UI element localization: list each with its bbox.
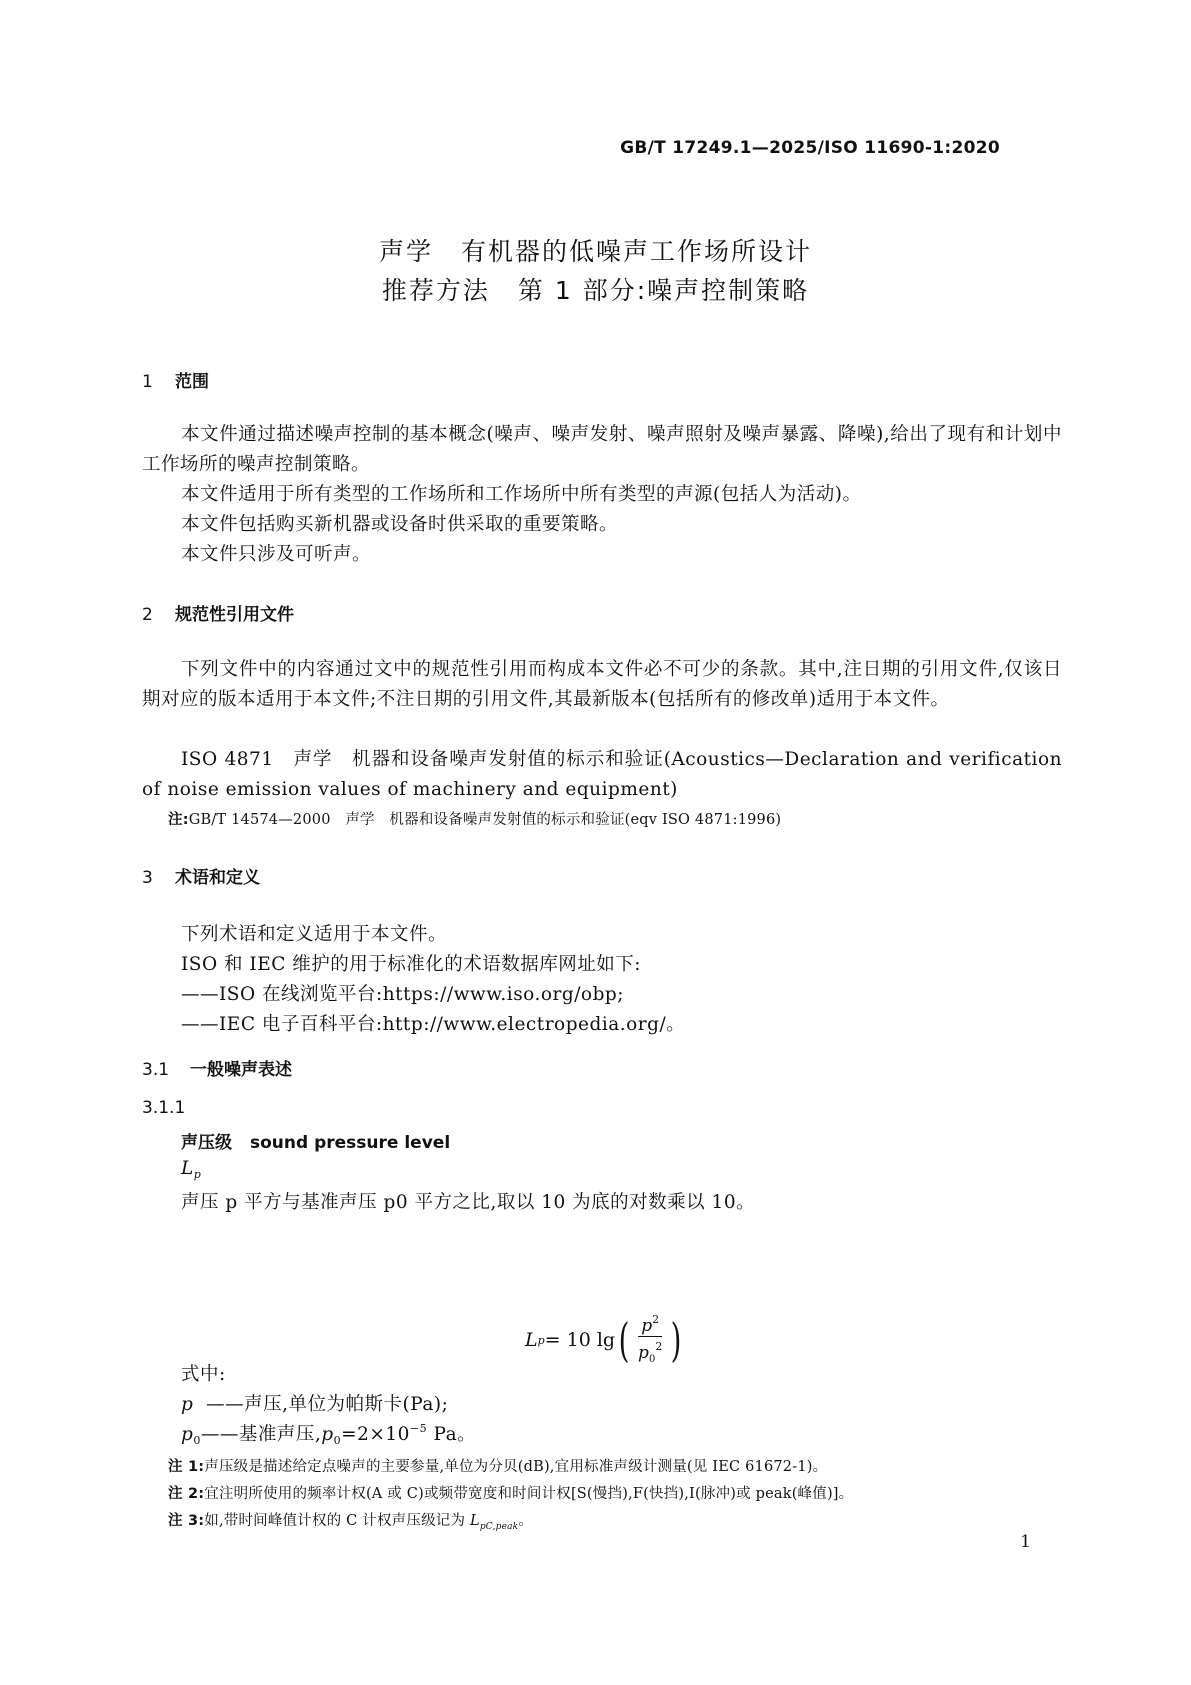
term-name: 声压级 sound pressure level [181,1133,451,1153]
term-symbol: $L_p$ [181,1158,202,1181]
standard-code: GB/T 17249.1—2025/ISO 11690-1:2020 [620,138,1000,158]
section-3-iso-link: ——ISO 在线浏览平台:https://www.iso.org/obp; [181,984,624,1005]
section-3-line-2: ISO 和 IEC 维护的用于标准化的术语数据库网址如下: [181,954,641,975]
section-3-1-heading: 3.1 一般噪声表述 [142,1060,292,1080]
page-number: 1 [1020,1532,1031,1552]
term-number: 3.1.1 [142,1098,186,1118]
note-1: 注 1:声压级是描述给定点噪声的主要参量,单位为分贝(dB),宜用标准声级计测量(见 IEC 61672-1)。 [168,1459,828,1475]
variable-p: p ——声压,单位为帕斯卡(Pa); [181,1394,449,1415]
document-title-line-1: 声学 有机器的低噪声工作场所设计 [378,237,813,266]
section-2-reference: ISO 4871 声学 机器和设备噪声发射值的标示和验证(Acoustics—Declaration and verification of noise emission values of machinery and equipment) [142,749,1062,800]
document-title-line-2: 推荐方法 第 1 部分:噪声控制策略 [381,276,810,305]
section-3-line-1: 下列术语和定义适用于本文件。 [181,924,448,945]
variable-p0: $p_0——$基准声压$,p_0=2\times 10^{-5}$ Pa。 [181,1422,477,1447]
note-2: 注 2:宜注明所使用的频率计权(A 或 C)或频带宽度和时间计权[S(慢挡),F(快挡),I(脉冲)或 peak(峰值)]。 [168,1486,854,1502]
note-3: 注 3:如,带时间峰值计权的 C 计权声压级记为 $L_{pC,peak}$。 [168,1513,534,1532]
section-3-heading: 3 术语和定义 [142,868,260,888]
sound-pressure-formula: L p = 10 lg ( $\frac{p^2}{p_0^2}$ ) [525,1310,685,1370]
section-2-paragraph-1: 下列文件中的内容通过文中的规范性引用而构成本文件必不可少的条款。其中,注日期的引用文件,仅该日期对应的版本适用于本文件;不注日期的引用文件,其最新版本(包括所有的修改单)适用于本文件。 [142,659,1062,710]
section-1-heading: 1 范围 [142,372,209,392]
term-definition: 声压 p 平方与基准声压 p0 平方之比,取以 10 为底的对数乘以 10。 [181,1192,756,1213]
section-2-heading: 2 规范性引用文件 [142,605,294,625]
where-label: 式中: [181,1364,226,1385]
section-2-note: 注:GB/T 14574—2000 声学 机器和设备噪声发射值的标示和验证(eqv ISO 4871:1996) [168,812,782,828]
section-3-iec-link: ——IEC 电子百科平台:http://www.electropedia.org/。 [181,1014,686,1035]
section-1-paragraph-4: 本文件只涉及可听声。 [181,544,372,565]
section-1-paragraph-2: 本文件适用于所有类型的工作场所和工作场所中所有类型的声源(包括人为活动)。 [181,484,862,505]
section-1-paragraph-1: 本文件通过描述噪声控制的基本概念(噪声、噪声发射、噪声照射及噪声暴露、降噪),给出了现有和计划中工作场所的噪声控制策略。 [142,424,1062,475]
section-1-paragraph-3: 本文件包括购买新机器或设备时供采取的重要策略。 [181,514,619,535]
